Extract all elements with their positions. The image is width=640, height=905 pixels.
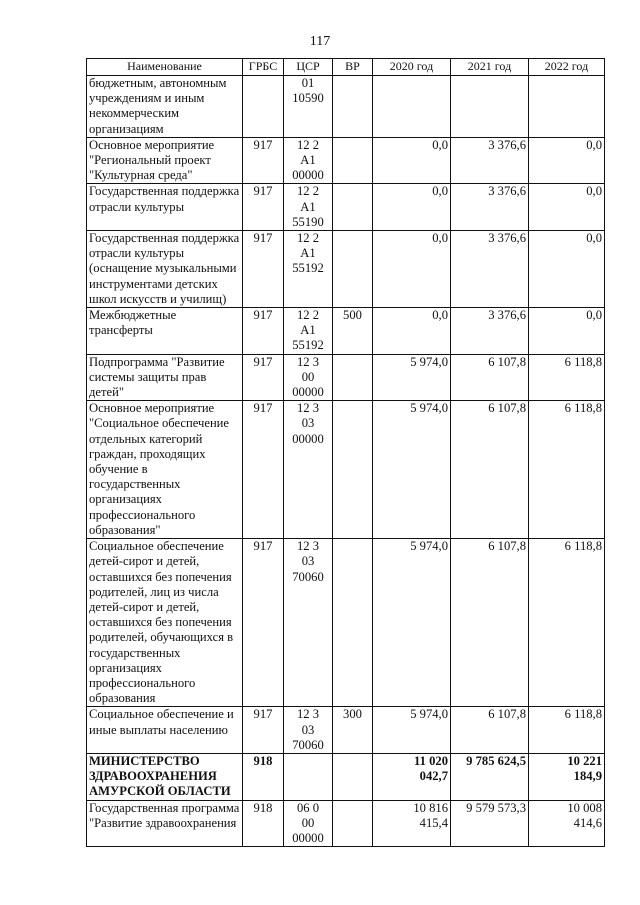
cell-2022: 6 118,8	[529, 401, 605, 539]
cell-2020: 5 974,0	[373, 539, 451, 707]
cell-vr	[333, 231, 373, 308]
cell-2021: 3 376,6	[451, 184, 529, 231]
budget-table	[86, 58, 605, 847]
table-row	[87, 707, 605, 754]
cell-grbs: 917	[243, 308, 284, 355]
cell-csr: 06 0 00 00000	[284, 800, 333, 847]
cell-vr	[333, 137, 373, 184]
cell-2020: 0,0	[373, 231, 451, 308]
table-row	[87, 137, 605, 184]
cell-vr	[333, 184, 373, 231]
cell-name: Основное мероприятие "Региональный проект "Культурная среда"	[87, 137, 243, 184]
cell-name: Межбюджетные трансферты	[87, 308, 243, 355]
table-row	[87, 308, 605, 355]
cell-vr	[333, 354, 373, 401]
cell-csr: 12 2 A1 55192	[284, 308, 333, 355]
cell-2020: 11 020 042,7	[373, 753, 451, 800]
cell-2021: 3 376,6	[451, 231, 529, 308]
cell-2022: 6 118,8	[529, 354, 605, 401]
col-header-vr: ВР	[333, 59, 373, 76]
table-row	[87, 539, 605, 707]
cell-name: бюджетным, автономным учреждениям и иным некоммерческим организациям	[87, 76, 243, 138]
table-row	[87, 354, 605, 401]
cell-2022: 0,0	[529, 231, 605, 308]
cell-vr	[333, 753, 373, 800]
cell-2020: 5 974,0	[373, 401, 451, 539]
col-header-2022: 2022 год	[529, 59, 605, 76]
col-header-grbs: ГРБС	[243, 59, 284, 76]
cell-2022: 10 008 414,6	[529, 800, 605, 847]
cell-2020: 0,0	[373, 308, 451, 355]
col-header-name: Наименование	[87, 59, 243, 76]
cell-name: Государственная поддержка отрасли культуры	[87, 184, 243, 231]
cell-csr: 12 3 03 70060	[284, 707, 333, 754]
cell-csr: 12 2 A1 55192	[284, 231, 333, 308]
table-row	[87, 800, 605, 847]
cell-2021: 3 376,6	[451, 137, 529, 184]
table-row	[87, 401, 605, 539]
cell-csr: 12 3 00 00000	[284, 354, 333, 401]
col-header-2020: 2020 год	[373, 59, 451, 76]
table-body	[87, 76, 605, 847]
cell-2022: 6 118,8	[529, 539, 605, 707]
cell-2022: 0,0	[529, 308, 605, 355]
cell-2022: 10 221 184,9	[529, 753, 605, 800]
cell-csr	[284, 753, 333, 800]
cell-csr: 12 2 A1 00000	[284, 137, 333, 184]
cell-csr: 12 3 03 70060	[284, 539, 333, 707]
cell-2021: 6 107,8	[451, 707, 529, 754]
cell-csr: 01 10590	[284, 76, 333, 138]
cell-2020: 5 974,0	[373, 707, 451, 754]
cell-name: МИНИСТЕРСТВО ЗДРАВООХРАНЕНИЯ АМУРСКОЙ ОБЛАСТИ	[87, 753, 243, 800]
cell-2021: 6 107,8	[451, 354, 529, 401]
col-header-csr: ЦСР	[284, 59, 333, 76]
table-row	[87, 76, 605, 138]
cell-vr	[333, 401, 373, 539]
cell-grbs: 917	[243, 539, 284, 707]
cell-2022	[529, 76, 605, 138]
col-header-2021: 2021 год	[451, 59, 529, 76]
table-header-row	[87, 59, 605, 76]
cell-name: Государственная программа "Развитие здравоохранения	[87, 800, 243, 847]
cell-grbs: 917	[243, 137, 284, 184]
cell-vr	[333, 76, 373, 138]
cell-2022: 0,0	[529, 137, 605, 184]
cell-2022: 6 118,8	[529, 707, 605, 754]
cell-vr: 300	[333, 707, 373, 754]
cell-grbs: 918	[243, 753, 284, 800]
page-number: 117	[309, 34, 331, 49]
cell-grbs: 917	[243, 354, 284, 401]
cell-csr: 12 3 03 00000	[284, 401, 333, 539]
cell-2021: 9 579 573,3	[451, 800, 529, 847]
cell-2022: 0,0	[529, 184, 605, 231]
cell-name: Основное мероприятие "Социальное обеспечение отдельных категорий граждан, проходящих обучение в государственных организациях профессионального образования"	[87, 401, 243, 539]
cell-2020: 5 974,0	[373, 354, 451, 401]
table-row	[87, 231, 605, 308]
cell-grbs: 918	[243, 800, 284, 847]
cell-vr: 500	[333, 308, 373, 355]
cell-2020: 0,0	[373, 184, 451, 231]
cell-2020: 0,0	[373, 137, 451, 184]
cell-2021	[451, 76, 529, 138]
cell-grbs: 917	[243, 707, 284, 754]
cell-name: Социальное обеспечение и иные выплаты населению	[87, 707, 243, 754]
cell-2021: 6 107,8	[451, 401, 529, 539]
table-row	[87, 753, 605, 800]
cell-grbs: 917	[243, 401, 284, 539]
cell-vr	[333, 800, 373, 847]
cell-name: Подпрограмма "Развитие системы защиты прав детей"	[87, 354, 243, 401]
cell-2020	[373, 76, 451, 138]
cell-vr	[333, 539, 373, 707]
cell-name: Государственная поддержка отрасли культуры (оснащение музыкальными инструментами детских школ искусств и училищ)	[87, 231, 243, 308]
cell-2021: 9 785 624,5	[451, 753, 529, 800]
cell-2021: 6 107,8	[451, 539, 529, 707]
cell-name: Социальное обеспечение детей-сирот и детей, оставшихся без попечения родителей, лиц из числа детей-сирот и детей, оставшихся без попечения родителей, обучающихся в государственных организациях профессионального образования	[87, 539, 243, 707]
cell-2020: 10 816 415,4	[373, 800, 451, 847]
cell-grbs: 917	[243, 184, 284, 231]
cell-2021: 3 376,6	[451, 308, 529, 355]
cell-grbs: 917	[243, 231, 284, 308]
cell-grbs	[243, 76, 284, 138]
cell-csr: 12 2 A1 55190	[284, 184, 333, 231]
table-row	[87, 184, 605, 231]
